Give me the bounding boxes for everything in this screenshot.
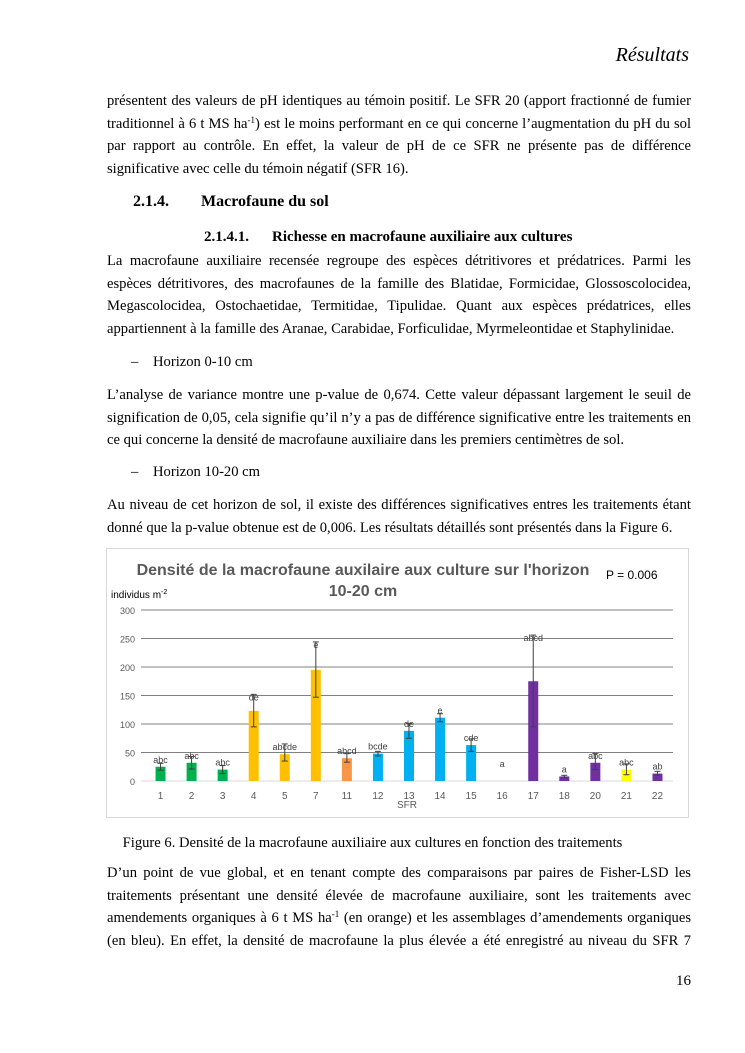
chart-title-line-2: 10-20 cm xyxy=(328,583,398,600)
significance-letter: abcd xyxy=(337,746,357,757)
significance-letter: ab xyxy=(652,761,663,772)
x-tick-label: 4 xyxy=(250,791,257,802)
x-tick-label: 22 xyxy=(651,791,664,802)
significance-letter: abc xyxy=(588,750,603,761)
significance-letter: bcde xyxy=(368,741,388,752)
paragraph-fisher-lsd: D’un point de vue global, et en tenant compte des comparaisons par paires de Fisher-LSD les traitements présentant une densité élevée de macrofaune auxiliaire, sont les traitements avec amendements organiques à 6 t MS $ha^{-1}$ (en orange) et les assemblages d’amendements organiques (en bleu). En effet, la densité de macrofaune la plus élevée a été enregistré au niveau du SFR 7 xyxy=(107,865,692,949)
chart-title-line-1: Densité de la macrofaune auxilaire aux culture sur l'horizon xyxy=(136,562,590,579)
x-tick-label: 21 xyxy=(620,791,632,802)
bullet-horizon-10-20: – Horizon 10-20 cm xyxy=(131,464,260,480)
y-tick-label: 300 xyxy=(119,606,135,616)
section-heading: 2.1.4. Macrofaune du sol xyxy=(133,193,329,210)
significance-letter: abc xyxy=(153,754,168,765)
y-tick-label: 200 xyxy=(119,663,135,673)
bar-chart xyxy=(107,549,688,817)
x-tick-label: 14 xyxy=(434,791,446,802)
significance-letter: de xyxy=(248,692,259,703)
x-tick-label: 13 xyxy=(403,791,415,802)
x-tick-label: 15 xyxy=(465,791,477,802)
y-axis-label: individus $m^{-2}$ xyxy=(111,589,168,601)
y-tick-label: 50 xyxy=(124,748,135,759)
bar-sfr-14 xyxy=(435,718,445,781)
running-header: Résultats xyxy=(615,44,689,66)
subsection-heading: 2.1.4.1. Richesse en macrofaune auxiliaire aux cultures xyxy=(204,229,573,245)
y-tick-label: 0 xyxy=(129,777,135,787)
paragraph-ph-results: présentent des valeurs de pH identiques au témoin positif. Le SFR 20 (apport fractionné de fumier traditionnel à 6 t MS $ha^{-1}$) est le moins performant en ce qui concerne l’augmentation du pH du sol par rapport au contrôle. En effet, la valeur de pH de ce SFR ne présente pas de différence significative avec celle du témoin négatif (SFR 16). xyxy=(107,93,692,177)
y-tick-label: 100 xyxy=(119,720,135,730)
significance-letter: e xyxy=(437,705,443,716)
significance-letter: cde xyxy=(463,733,479,744)
significance-letter: abcd xyxy=(523,633,544,644)
x-tick-label: 20 xyxy=(589,791,601,802)
y-tick-label: 250 xyxy=(119,634,135,645)
paragraph-macrofauna-families: La macrofaune auxiliaire recensée regroupe des espèces détritivores et prédatrices. Parmi les espèces détritivores, des macrofaunes de la famille des Blatidae, Formicidae, Glossoscolocidea, Megascolocidea, Ostochaetidae, Termitidae, Tipulidae. Quant aux espèces prédatrices, elles appartiennent à la famille des Aranae, Carabidae, Forficulidae, Myrmeleontidae et Staphylinidae. xyxy=(107,253,691,337)
significance-letter: abc xyxy=(184,750,199,761)
figure-6-chart xyxy=(106,548,689,818)
figure-caption: Figure 6. Densité de la macrofaune auxiliaire aux cultures en fonction des traitements xyxy=(122,835,623,851)
x-tick-label: 5 xyxy=(281,791,288,802)
x-tick-label: 16 xyxy=(496,791,508,802)
x-tick-label: 7 xyxy=(313,791,319,802)
p-value-annotation: P = 0.006 xyxy=(606,568,658,582)
bullet-horizon-0-10: – Horizon 0-10 cm xyxy=(131,354,253,370)
x-tick-label: 17 xyxy=(527,791,539,802)
paragraph-anova-0-10: L’analyse de variance montre une p-value de 0,674. Cette valeur dépassant largement le seuil de signification de 0,05, cela signifie qu’il n’y a pas de différence significative entre les traitements en ce qui concerne la densité de macrofaune auxiliaire dans les premiers centimètres de sol. xyxy=(107,387,691,449)
significance-letter: de xyxy=(403,718,415,729)
page-number: 16 xyxy=(676,973,691,989)
significance-letter: a xyxy=(499,759,505,769)
x-tick-label: 11 xyxy=(341,791,353,802)
x-axis-label: SFR xyxy=(397,800,417,811)
x-tick-label: 2 xyxy=(188,791,195,802)
paragraph-anova-10-20: Au niveau de cet horizon de sol, il existe des différences significatives entres les traitements étant donné que la p-value obtenue est de 0,006. Les résultats détaillés sont présentés dans la Figure 6. xyxy=(107,497,691,536)
significance-letter: abcde xyxy=(272,741,298,752)
x-tick-label: 3 xyxy=(219,791,226,802)
significance-letter: abc xyxy=(215,757,230,768)
x-tick-label: 12 xyxy=(372,791,384,802)
bar-sfr-12 xyxy=(373,754,383,781)
x-tick-label: 18 xyxy=(558,791,570,802)
significance-letter: a xyxy=(561,764,567,775)
significance-letter: e xyxy=(313,639,319,650)
significance-letter: abc xyxy=(619,757,634,768)
x-tick-label: 1 xyxy=(157,791,164,802)
y-tick-label: 150 xyxy=(119,691,135,702)
